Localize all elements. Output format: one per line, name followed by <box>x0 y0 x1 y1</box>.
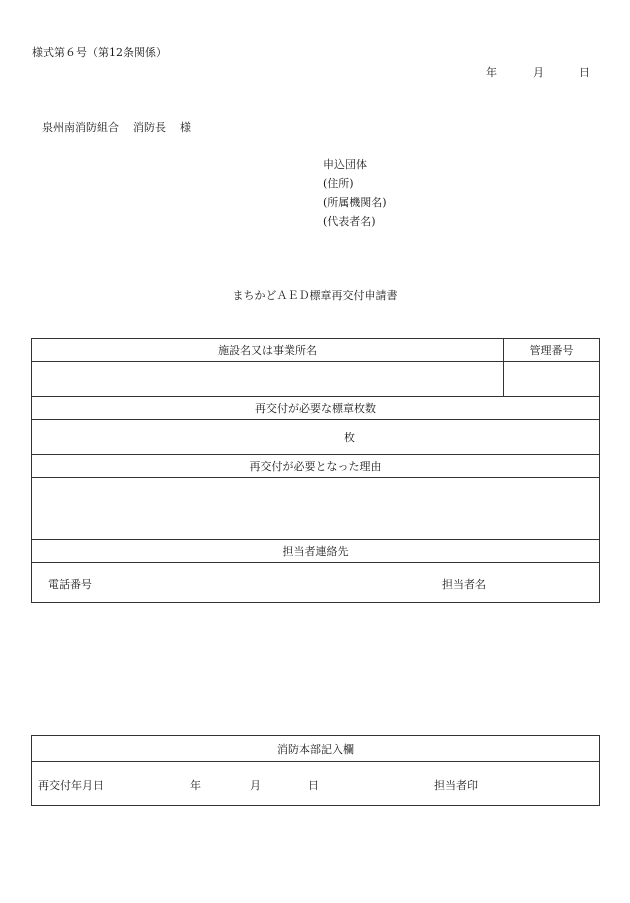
facility-name-header: 施設名又は事業所名 <box>32 339 504 362</box>
management-number-header: 管理番号 <box>504 339 600 362</box>
contact-field[interactable] <box>32 563 600 603</box>
addressee-title: 消防長 <box>133 121 166 134</box>
applicant-representative: (代表者名) <box>323 215 376 228</box>
date-year-label: 年 <box>486 66 497 79</box>
addressee <box>42 119 191 135</box>
applicant-affiliation: (所属機関名) <box>323 196 387 209</box>
staff-seal-label: 担当者印 <box>434 779 478 792</box>
applicant-address: (住所) <box>323 177 354 190</box>
facility-name-field[interactable] <box>32 362 504 397</box>
form-number: 様式第６号（第12条関係） <box>32 46 167 59</box>
sheet-unit-label: 枚 <box>344 431 355 444</box>
date-day-label: 日 <box>579 66 590 79</box>
document-title: まちかどＡＥＤ標章再交付申請書 <box>232 289 398 302</box>
addressee-organization: 泉州南消防組合 <box>42 121 119 134</box>
reason-field[interactable] <box>32 478 600 540</box>
office-use-header: 消防本部記入欄 <box>32 736 600 762</box>
fire-department-table <box>31 735 600 806</box>
reason-header: 再交付が必要となった理由 <box>32 455 600 478</box>
applicant-label: 申込団体 <box>323 158 367 171</box>
reissue-year-label: 年 <box>190 779 201 792</box>
date-month-label: 月 <box>533 66 544 79</box>
reissue-date-label: 再交付年月日 <box>38 779 104 792</box>
applicant-block <box>323 155 387 231</box>
phone-label: 電話番号 <box>48 578 92 591</box>
reissue-day-label: 日 <box>308 779 319 792</box>
sheet-count-header: 再交付が必要な標章枚数 <box>32 397 600 420</box>
reissue-month-label: 月 <box>250 779 261 792</box>
management-number-field[interactable] <box>504 362 600 397</box>
staff-name-label: 担当者名 <box>442 578 486 591</box>
office-use-row[interactable] <box>32 762 600 806</box>
addressee-honorific: 様 <box>180 121 191 134</box>
sheet-count-field[interactable] <box>32 420 600 455</box>
application-table <box>31 338 600 603</box>
contact-header: 担当者連絡先 <box>32 540 600 563</box>
application-date <box>486 64 590 80</box>
